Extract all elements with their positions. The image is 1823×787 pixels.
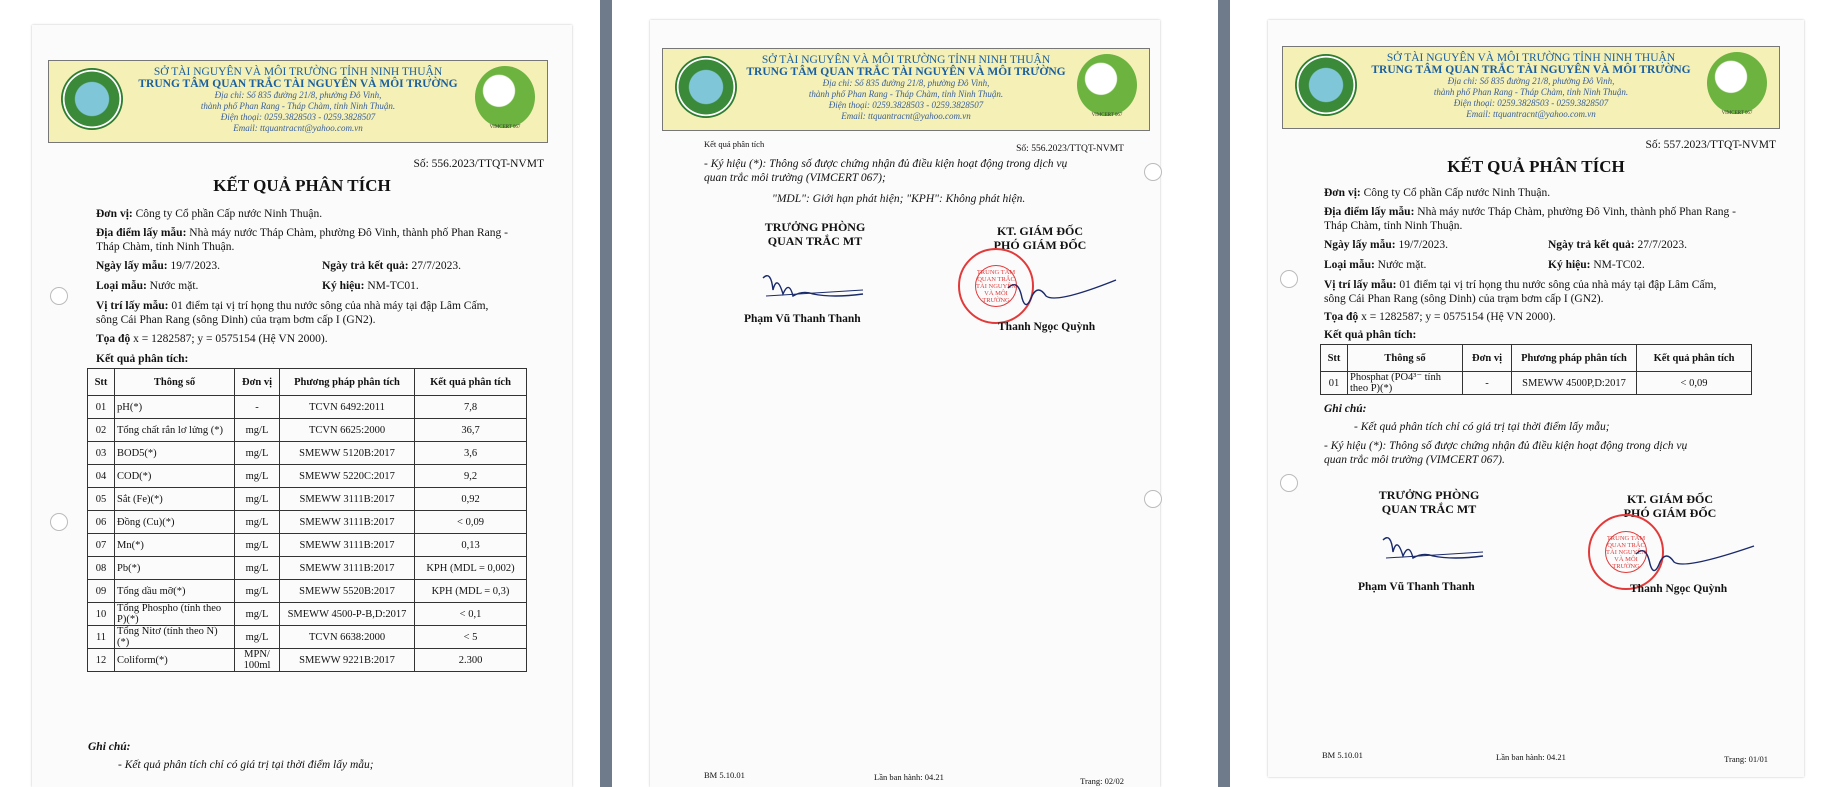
doc-title: KẾT QUẢ PHÂN TÍCH [1447,157,1625,176]
address-line: Địa chỉ: Số 835 đường 21/8, phường Đô Vinh, [1447,76,1615,86]
doc-title: KẾT QUẢ PHÂN TÍCH [213,176,391,195]
cell-unit: mg/L [235,488,280,511]
cell-stt: 05 [88,488,115,511]
doc-number: Số: 556.2023/TTQT-NVMT [413,158,544,170]
cell-method: SMEWW 5220C:2017 [280,465,415,488]
return-line: Ngày trả kết quả: 27/7/2023. [322,260,461,272]
left-signer-title: TRƯỞNG PHÒNG QUAN TRẮC MT [1378,488,1480,516]
cell-param: Coliform(*) [115,649,235,672]
cell-unit: mg/L [235,442,280,465]
doc-number: Số: 557.2023/TTQT-NVMT [1645,139,1776,151]
cell-param: Tổng chất rắn lơ lửng (*) [115,419,235,442]
footer-form: BM 5.10.01 [1322,750,1363,760]
cell-result: 0,13 [415,534,527,557]
page-top-label: Kết quả phân tích [704,139,765,149]
cell-param: Mn(*) [115,534,235,557]
note-2: - Ký hiệu (*): Thông số được chứng nhận đủ điều kiện hoạt động trong dịch vụ quan trắc môi trường (VIMCERT 067); [704,158,1068,184]
col-method: Phương pháp phân tích [280,369,415,396]
return-line: Ngày trả kết quả: 27/7/2023. [1548,239,1687,251]
notes-label: Ghi chú: [88,741,131,753]
table-header-row [1321,345,1752,372]
cell-param: Phosphat (PO4³⁻ tính theo P)(*) [1348,372,1463,395]
cell-method: SMEWW 5120B:2017 [280,442,415,465]
type-line: Loại mẫu: Nước mặt. [96,280,199,292]
punch-hole [50,513,68,531]
cell-method: TCVN 6638:2000 [280,626,415,649]
vimcert-logo-icon: VIMCERT 067 [475,66,535,128]
table-row [88,396,527,419]
signature-left-icon [758,268,868,302]
cell-unit: mg/L [235,603,280,626]
agency-name: SỞ TÀI NGUYÊN VÀ MÔI TRƯỜNG TỈNH NINH THUẬN [761,54,1051,66]
table-row [88,465,527,488]
right-signer-name: Thanh Ngọc Quỳnh [998,321,1096,333]
punch-hole [1280,474,1298,492]
cell-method: TCVN 6492:2011 [280,396,415,419]
left-signer-name: Phạm Vũ Thanh Thanh [1358,581,1475,593]
footer-issue: Lần ban hành: 04.21 [874,772,944,782]
col-param: Thông số [115,369,235,396]
note-1: - Kết quả phân tích chỉ có giá trị tại thời điểm lấy mẫu; [118,759,374,771]
address-line: Địa chỉ: Số 835 đường 21/8, phường Đô Vinh, [214,90,382,100]
center-name: TRUNG TÂM QUAN TRẮC TÀI NGUYÊN VÀ MÔI TRƯỜNG [1371,64,1691,76]
phone-line: Điện thoại: 0259.3828503 - 0259.3828507 [828,100,984,110]
signature-right-icon [1000,270,1120,310]
cell-result: KPH (MDL = 0,3) [415,580,527,603]
address-line: thành phố Phan Rang - Tháp Chàm, tỉnh Ninh Thuận. [1433,87,1629,97]
table-row [88,649,527,672]
table-header-row [88,369,527,396]
cell-stt: 09 [88,580,115,603]
punch-hole [1280,270,1298,288]
cell-param: Đồng (Cu)(*) [115,511,235,534]
cell-result: < 5 [415,626,527,649]
result-label: Kết quả phân tích: [1324,329,1417,341]
col-unit: Đơn vị [1463,345,1512,372]
punch-hole [50,287,68,305]
cell-stt: 12 [88,649,115,672]
position-line: Vị trí lấy mẫu: 01 điểm tại vị trí họng thu nước sông của nhà máy tại đập Lâm Cấm, sông Cái Phan Rang (sông Dinh) của trạm bơm cấp I (GN2). [1324,279,1717,305]
col-stt: Stt [88,369,115,396]
signature-right-icon [1628,536,1758,576]
date-line: Ngày lấy mẫu: 19/7/2023. [96,260,220,272]
table-row [88,626,527,649]
table-row [88,580,527,603]
col-param: Thông số [1348,345,1463,372]
date-line: Ngày lấy mẫu: 19/7/2023. [1324,239,1448,251]
note-2: - Ký hiệu (*): Thông số được chứng nhận đủ điều kiện hoạt động trong dịch vụ quan trắc môi trường (VIMCERT 067). [1324,440,1688,466]
footer-page: Trang: 01/01 [1724,754,1768,764]
col-result: Kết quả phân tích [415,369,527,396]
official-stamp: TRUNG TÂM QUAN TRẮC TÀI NGUYÊN VÀ MÔI TRƯỜNG [1588,514,1664,590]
document-page-1 [32,25,572,787]
cell-result: 0,92 [415,488,527,511]
cell-result: 36,7 [415,419,527,442]
cell-result: 7,8 [415,396,527,419]
col-stt: Stt [1321,345,1348,372]
notes-label: Ghi chú: [1324,403,1367,415]
center-name: TRUNG TÂM QUAN TRẮC TÀI NGUYÊN VÀ MÔI TRƯỜNG [746,66,1066,78]
cell-param: Tổng Phospho (tính theo P)(*) [115,603,235,626]
document-page-2 [650,20,1160,787]
email-line: Email: ttquantracnt@yahoo.com.vn [841,111,971,121]
doc-number: Số: 556.2023/TTQT-NVMT [1016,144,1124,154]
table-row [88,511,527,534]
cell-result: KPH (MDL = 0,002) [415,557,527,580]
cell-result: < 0,09 [415,511,527,534]
email-line: Email: ttquantracnt@yahoo.com.vn [233,123,363,133]
table-row [1321,372,1752,395]
cell-method: SMEWW 3111B:2017 [280,557,415,580]
phone-line: Điện thoại: 0259.3828503 - 0259.3828507 [220,112,376,122]
cell-stt: 06 [88,511,115,534]
cell-unit: mg/L [235,626,280,649]
center-logo-icon [1295,54,1357,116]
table-row [88,534,527,557]
coordinate-line: Tọa độ x = 1282587; y = 0575154 (Hệ VN 2000). [1324,311,1556,323]
left-signer-title: TRƯỞNG PHÒNG QUAN TRẮC MT [764,220,866,248]
cell-unit: mg/L [235,557,280,580]
cell-stt: 02 [88,419,115,442]
right-signer-title: KT. GIÁM ĐỐC PHÓ GIÁM ĐỐC [1623,492,1717,520]
cell-result: < 0,09 [1637,372,1752,395]
letterhead [48,60,548,143]
cell-stt: 10 [88,603,115,626]
place-line: Địa điểm lấy mẫu: Nhà máy nước Tháp Chàm, phường Đô Vinh, thành phố Phan Rang - Tháp Chàm, tỉnh Ninh Thuận. [1324,206,1736,232]
cell-unit: - [235,396,280,419]
cell-stt: 01 [88,396,115,419]
note-1: - Kết quả phân tích chỉ có giá trị tại thời điểm lấy mẫu; [1354,421,1610,433]
official-stamp: TRUNG TÂM QUAN TRẮC TÀI NGUYÊN VÀ MÔI TRƯỜNG [958,248,1034,324]
cell-method: SMEWW 3111B:2017 [280,488,415,511]
note-3: "MDL": Giới hạn phát hiện; "KPH": Không phát hiện. [772,193,1026,205]
cell-stt: 07 [88,534,115,557]
right-signer-title: KT. GIÁM ĐỐC PHÓ GIÁM ĐỐC [993,224,1087,252]
vimcert-logo-icon: VIMCERT 067 [1707,52,1767,114]
col-method: Phương pháp phân tích [1512,345,1637,372]
cell-method: SMEWW 4500P,D:2017 [1512,372,1637,395]
cell-unit: - [1463,372,1512,395]
cell-stt: 04 [88,465,115,488]
footer-issue: Lần ban hành: 04.21 [1496,752,1566,762]
cell-method: TCVN 6625:2000 [280,419,415,442]
signature-left-icon [1378,530,1488,564]
place-line: Địa điểm lấy mẫu: Nhà máy nước Tháp Chàm, phường Đô Vinh, thành phố Phan Rang - Tháp Chàm, tỉnh Ninh Thuận. [96,227,508,253]
center-logo-icon [61,68,123,130]
results-table [1320,344,1752,395]
table-row [88,419,527,442]
email-line: Email: ttquantracnt@yahoo.com.vn [1466,109,1596,119]
address-line: thành phố Phan Rang - Tháp Chàm, tỉnh Ninh Thuận. [808,89,1004,99]
cell-result: 9,2 [415,465,527,488]
code-line: Ký hiệu: NM-TC02. [1548,259,1645,271]
punch-hole [1144,163,1162,181]
center-name: TRUNG TÂM QUAN TRẮC TÀI NGUYÊN VÀ MÔI TRƯỜNG [138,78,458,90]
cell-unit: mg/L [235,534,280,557]
cell-stt: 08 [88,557,115,580]
results-table [87,368,527,672]
code-line: Ký hiệu: NM-TC01. [322,280,419,292]
col-unit: Đơn vị [235,369,280,396]
unit-line: Đơn vị: Công ty Cổ phần Cấp nước Ninh Thuận. [1324,187,1551,199]
cell-param: Sắt (Fe)(*) [115,488,235,511]
type-line: Loại mẫu: Nước mặt. [1324,259,1427,271]
letterhead [1282,46,1780,129]
right-signer-name: Thanh Ngọc Quỳnh [1630,583,1728,595]
cell-method: SMEWW 9221B:2017 [280,649,415,672]
cell-stt: 01 [1321,372,1348,395]
coordinate-line: Tọa độ x = 1282587; y = 0575154 (Hệ VN 2000). [96,333,328,345]
cell-unit: mg/L [235,465,280,488]
address-line: Địa chỉ: Số 835 đường 21/8, phường Đô Vinh, [822,78,990,88]
unit-line: Đơn vị: Công ty Cổ phần Cấp nước Ninh Thuận. [96,208,323,220]
page-gap-left [600,0,612,787]
cell-result: 2.300 [415,649,527,672]
footer-page: Trang: 02/02 [1080,776,1124,786]
cell-method: SMEWW 3111B:2017 [280,534,415,557]
cell-result: 3,6 [415,442,527,465]
cell-unit: mg/L [235,511,280,534]
table-row [88,603,527,626]
letterhead [662,48,1150,131]
cell-method: SMEWW 5520B:2017 [280,580,415,603]
table-row [88,488,527,511]
cell-param: Pb(*) [115,557,235,580]
left-signer-name: Phạm Vũ Thanh Thanh [744,313,861,325]
cell-stt: 03 [88,442,115,465]
vimcert-logo-icon: VIMCERT 067 [1077,54,1137,116]
cell-stt: 11 [88,626,115,649]
table-row [88,557,527,580]
cell-unit: mg/L [235,419,280,442]
punch-hole [1144,490,1162,508]
phone-line: Điện thoại: 0259.3828503 - 0259.3828507 [1453,98,1609,108]
cell-result: < 0,1 [415,603,527,626]
page-gap-right [1218,0,1230,787]
table-row [88,442,527,465]
agency-name: SỞ TÀI NGUYÊN VÀ MÔI TRƯỜNG TỈNH NINH THUẬN [1386,52,1676,64]
cell-param: BOD5(*) [115,442,235,465]
col-result: Kết quả phân tích [1637,345,1752,372]
cell-unit: mg/L [235,580,280,603]
cell-param: Tổng dầu mỡ(*) [115,580,235,603]
document-page-3 [1268,20,1804,777]
address-line: thành phố Phan Rang - Tháp Chàm, tỉnh Ninh Thuận. [200,101,396,111]
footer-form: BM 5.10.01 [704,770,745,780]
cell-param: pH(*) [115,396,235,419]
agency-name: SỞ TÀI NGUYÊN VÀ MÔI TRƯỜNG TỈNH NINH THUẬN [153,66,443,78]
cell-param: COD(*) [115,465,235,488]
cell-unit: MPN/ 100ml [235,649,280,672]
cell-param: Tổng Nitơ (tính theo N) (*) [115,626,235,649]
cell-method: SMEWW 3111B:2017 [280,511,415,534]
position-line: Vị trí lấy mẫu: 01 điểm tại vị trí họng thu nước sông của nhà máy tại đập Lâm Cấm, sông Cái Phan Rang (sông Dinh) của trạm bơm cấp I (GN2). [96,300,489,326]
cell-method: SMEWW 4500-P-B,D:2017 [280,603,415,626]
center-logo-icon [675,56,737,118]
result-label: Kết quả phân tích: [96,353,189,365]
